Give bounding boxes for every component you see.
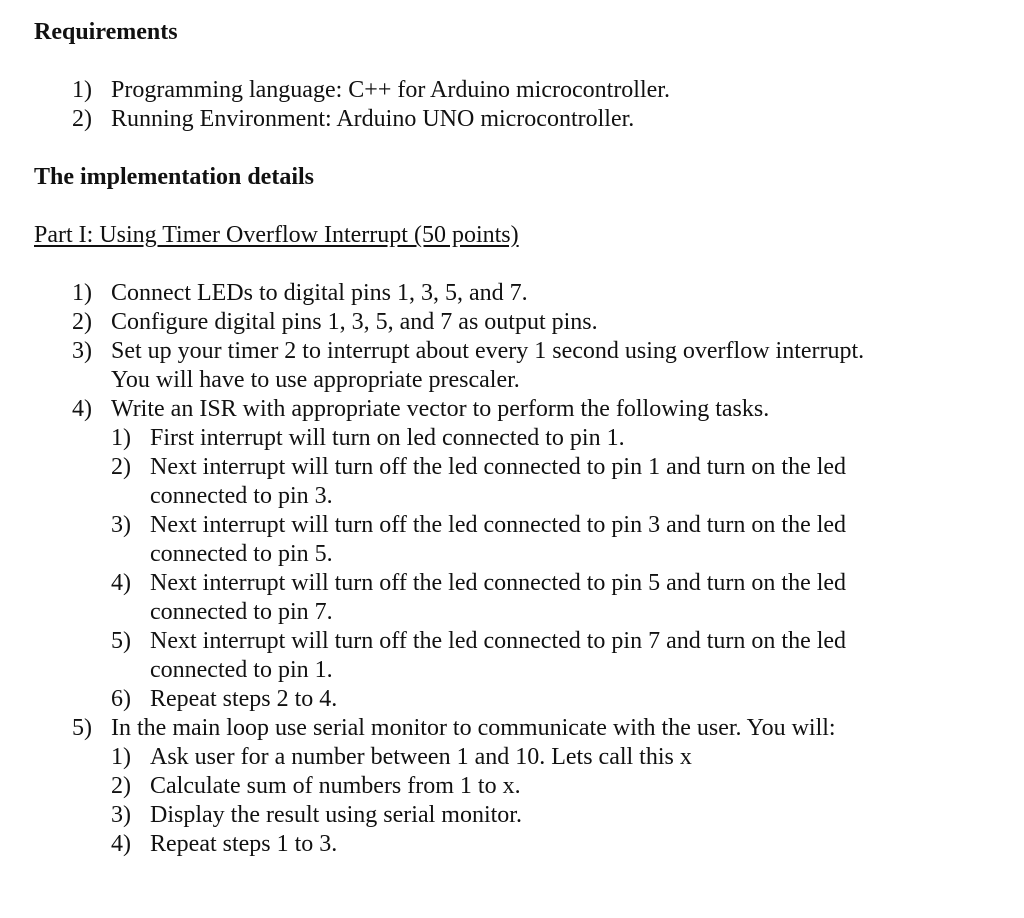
step-number: 5): [72, 715, 92, 741]
substep-text: First interrupt will turn on led connected to pin 1.: [150, 425, 625, 451]
substep-number: 2): [111, 773, 131, 799]
substep-number: 4): [111, 831, 131, 857]
substep-text: connected to pin 3.: [150, 483, 333, 509]
requirement-number: 2): [72, 106, 92, 132]
step-text: Set up your timer 2 to interrupt about every 1 second using overflow interrupt.: [111, 338, 865, 364]
substep-text: Next interrupt will turn off the led connected to pin 3 and turn on the led: [150, 512, 847, 538]
step-text: Write an ISR with appropriate vector to perform the following tasks.: [111, 396, 770, 422]
step-number: 4): [72, 396, 92, 422]
step-text: You will have to use appropriate prescaler.: [111, 367, 520, 393]
substep-number: 2): [111, 454, 131, 480]
requirement-item: Programming language: C++ for Arduino microcontroller.: [111, 77, 670, 103]
substep-text: Next interrupt will turn off the led connected to pin 5 and turn on the led: [150, 570, 847, 596]
substep-text: Repeat steps 1 to 3.: [150, 831, 338, 857]
substep-text: Display the result using serial monitor.: [150, 802, 522, 828]
substep-number: 6): [111, 686, 131, 712]
substep-text: connected to pin 5.: [150, 541, 333, 567]
substep-text: Next interrupt will turn off the led connected to pin 7 and turn on the led: [150, 628, 847, 654]
step-text: In the main loop use serial monitor to communicate with the user. You will:: [111, 715, 836, 741]
substep-number: 3): [111, 512, 131, 538]
step-number: 1): [72, 280, 92, 306]
step-number: 3): [72, 338, 92, 364]
substep-number: 3): [111, 802, 131, 828]
substep-text: Next interrupt will turn off the led connected to pin 1 and turn on the led: [150, 454, 847, 480]
step-number: 2): [72, 309, 92, 335]
substep-number: 1): [111, 425, 131, 451]
substep-number: 1): [111, 744, 131, 770]
requirement-item: Running Environment: Arduino UNO microcontroller.: [111, 106, 635, 132]
substep-text: Calculate sum of numbers from 1 to x.: [150, 773, 521, 799]
substep-text: Ask user for a number between 1 and 10. Lets call this x: [150, 744, 692, 770]
substep-text: connected to pin 7.: [150, 599, 333, 625]
requirement-number: 1): [72, 77, 92, 103]
part-title: Part I: Using Timer Overflow Interrupt (50 points): [34, 222, 519, 248]
substep-text: Repeat steps 2 to 4.: [150, 686, 338, 712]
substep-number: 4): [111, 570, 131, 596]
requirements-heading: Requirements: [34, 19, 178, 45]
implementation-heading: The implementation details: [34, 164, 314, 190]
step-text: Configure digital pins 1, 3, 5, and 7 as output pins.: [111, 309, 598, 335]
substep-text: connected to pin 1.: [150, 657, 333, 683]
step-text: Connect LEDs to digital pins 1, 3, 5, and 7.: [111, 280, 528, 306]
substep-number: 5): [111, 628, 131, 654]
